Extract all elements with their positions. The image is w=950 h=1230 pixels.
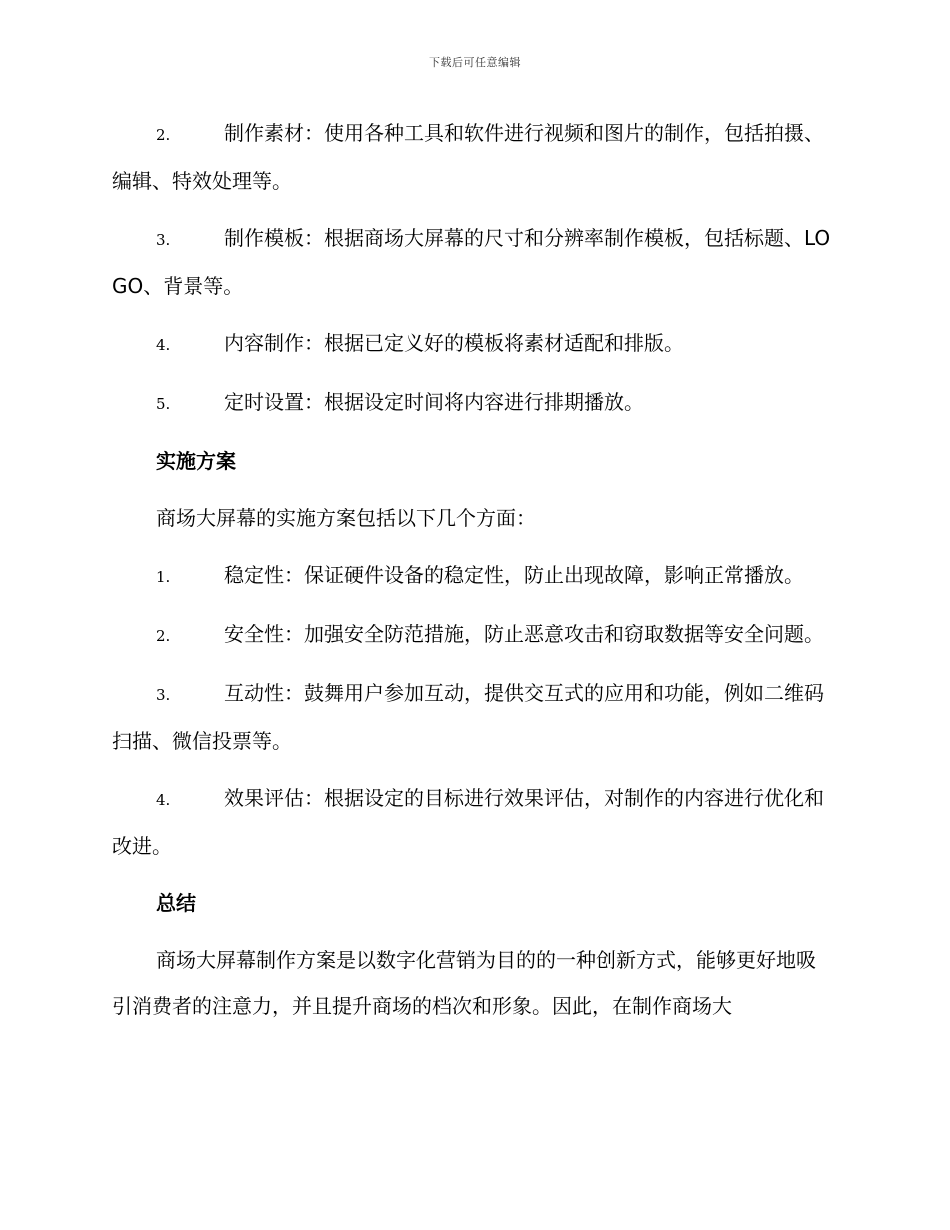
list-text: 效果评估：根据设定的目标进行效果评估，对制作的内容进行优化和改进。: [112, 786, 824, 858]
list-item: [112, 320, 834, 368]
list-number: 4.: [156, 791, 171, 809]
list-number: 2.: [156, 627, 171, 645]
page-header: 下载后可任意编辑: [429, 56, 521, 69]
section-heading-summary: 总结: [156, 891, 196, 915]
list-text: 制作素材：使用各种工具和软件进行视频和图片的制作，包括拍摄、编辑、特效处理等。: [112, 121, 824, 193]
implementation-intro: 商场大屏幕的实施方案包括以下几个方面：: [156, 506, 536, 530]
list-item: [112, 215, 834, 309]
section-heading-implementation: 实施方案: [156, 449, 236, 473]
list-number: 4.: [156, 336, 171, 354]
list-text: 制作模板：根据商场大屏幕的尺寸和分辨率制作模板，包括标题、LOGO、背景等。: [112, 226, 831, 298]
list-item: [112, 611, 834, 659]
list-number: 1.: [156, 568, 171, 586]
list-item: [112, 670, 834, 764]
summary-paragraph: 商场大屏幕制作方案是以数字化营销为目的的一种创新方式，能够更好地吸引消费者的注意力，并且提升商场的档次和形象。因此，在制作商场大: [112, 948, 816, 1018]
document-body: [112, 110, 834, 1040]
list-text: 定时设置：根据设定时间将内容进行排期播放。: [224, 390, 644, 414]
list-item: [112, 552, 834, 600]
list-number: 2.: [156, 126, 171, 144]
list-text: 安全性：加强安全防范措施，防止恶意攻击和窃取数据等安全问题。: [224, 622, 824, 646]
list-text: 内容制作：根据已定义好的模板将素材适配和排版。: [224, 331, 684, 355]
list-number: 3.: [156, 231, 171, 249]
list-text: 互动性：鼓舞用户参加互动，提供交互式的应用和功能，例如二维码扫描、微信投票等。: [112, 681, 824, 753]
list-item: [112, 379, 834, 427]
list-item: [112, 110, 834, 204]
list-number: 5.: [156, 395, 171, 413]
list-number: 3.: [156, 686, 171, 704]
list-item: [112, 775, 834, 869]
list-text: 稳定性：保证硬件设备的稳定性，防止出现故障，影响正常播放。: [224, 563, 804, 587]
